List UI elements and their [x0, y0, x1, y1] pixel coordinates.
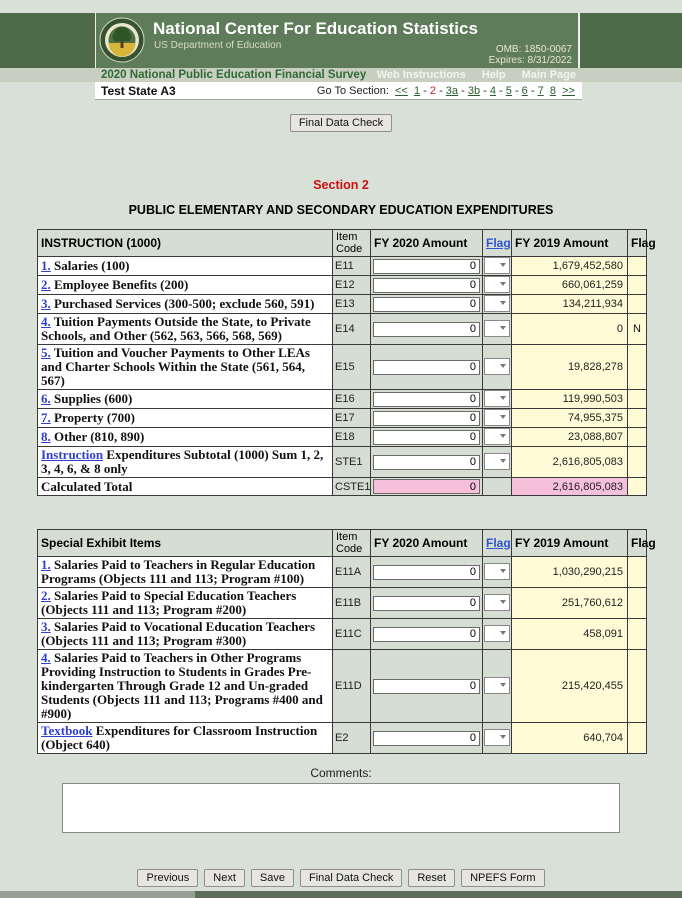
survey-link-main-page[interactable]: Main Page	[521, 69, 576, 81]
fy2019-flag	[628, 447, 647, 478]
row-definition-link[interactable]: 8.	[41, 429, 51, 444]
table-header-row	[38, 230, 647, 257]
table-row	[38, 257, 647, 276]
fy2020-amount-input[interactable]	[373, 565, 480, 580]
chevron-down-icon	[500, 569, 506, 573]
flag-select[interactable]	[484, 428, 510, 445]
goto-section-1[interactable]: 1	[413, 85, 421, 97]
flag-cell	[483, 447, 512, 478]
fy2019-flag	[628, 295, 647, 314]
table-row	[38, 478, 647, 496]
fy2020-amount-input[interactable]	[373, 411, 480, 426]
omb-info	[489, 44, 572, 66]
row-label: Salaries Paid to Vocational Education Teachers (Objects 111 and 113; Program #300)	[41, 619, 316, 648]
item-code: E2	[333, 723, 371, 754]
survey-link-help[interactable]: Help	[481, 69, 506, 81]
fy2019-amount: 119,990,503	[512, 390, 628, 409]
flag-cell	[483, 390, 512, 409]
fy2019-flag	[628, 588, 647, 619]
fy2019-amount: 1,679,452,580	[512, 257, 628, 276]
fy2019-amount: 458,091	[512, 619, 628, 650]
chevron-down-icon	[500, 415, 506, 419]
previous-button[interactable]: Previous	[137, 869, 198, 887]
flag-select[interactable]	[484, 625, 510, 642]
fy2020-cell	[371, 257, 483, 276]
row-label: Supplies (600)	[54, 391, 133, 406]
fy2020-cell	[371, 557, 483, 588]
row-label-cell	[38, 588, 333, 619]
chevron-down-icon	[500, 631, 506, 635]
fy2020-amount-input[interactable]	[373, 322, 480, 337]
row-label-cell	[38, 447, 333, 478]
fy2019-flag	[628, 345, 647, 390]
table-row	[38, 276, 647, 295]
fy2020-cell	[371, 723, 483, 754]
flag-cell	[483, 619, 512, 650]
chevron-down-icon	[500, 683, 506, 687]
agency-title: National Center For Education Statistics	[153, 19, 478, 38]
flag-select[interactable]	[484, 677, 510, 694]
item-code: E11B	[333, 588, 371, 619]
flag-cell	[483, 257, 512, 276]
agency-subtitle: US Department of Education	[154, 40, 282, 51]
fy2019-flag-header: Flag	[628, 230, 647, 257]
fy2019-amount: 251,760,612	[512, 588, 628, 619]
table-row	[38, 619, 647, 650]
fy2020-cell	[371, 650, 483, 723]
row-label-cell	[38, 295, 333, 314]
fy2019-amount: 215,420,455	[512, 650, 628, 723]
table-row	[38, 723, 647, 754]
fy2019-amount: 0	[512, 314, 628, 345]
item-code: E17	[333, 409, 371, 428]
goto-section-7[interactable]: 7	[537, 85, 544, 97]
flag-select[interactable]	[484, 358, 510, 375]
row-definition-link[interactable]: 4.	[41, 314, 51, 329]
goto-section-3b[interactable]: 3b	[467, 85, 481, 97]
section-label: Section 2	[313, 178, 369, 192]
flag-header-link[interactable]: Flag	[486, 236, 511, 250]
chevron-down-icon	[500, 735, 506, 739]
flag-cell	[483, 588, 512, 619]
survey-link-web-instructions[interactable]: Web Instructions	[376, 69, 466, 81]
fy2019-amount: 1,030,290,215	[512, 557, 628, 588]
row-definition-link[interactable]: 3.	[41, 296, 51, 311]
chevron-down-icon	[500, 364, 506, 368]
comments-label: Comments:	[310, 766, 372, 780]
fy2019-flag	[628, 428, 647, 447]
row-definition-link[interactable]: 5.	[41, 345, 51, 360]
reset-button[interactable]: Reset	[408, 869, 455, 887]
row-definition-link[interactable]: 6.	[41, 391, 51, 406]
fy2020-amount-input[interactable]	[373, 297, 480, 312]
item-code: E11C	[333, 619, 371, 650]
header-panel	[95, 13, 580, 68]
survey-links	[361, 69, 576, 81]
state-name: Test State A3	[101, 84, 176, 98]
comments-textarea[interactable]	[62, 783, 620, 833]
instruction-table	[37, 229, 656, 496]
fy2019-flag	[628, 390, 647, 409]
flag-cell	[483, 650, 512, 723]
survey-title: 2020 National Public Education Financial Survey	[101, 69, 367, 81]
goto-section->>[interactable]: >>	[562, 85, 575, 97]
item-code: E13	[333, 295, 371, 314]
save-button[interactable]: Save	[251, 869, 294, 887]
flag-select[interactable]	[484, 320, 510, 337]
row-label-cell	[38, 345, 333, 390]
item-code-header: Item Code	[333, 230, 371, 257]
fy2020-cell	[371, 428, 483, 447]
goto-section-nav: Go To Section: << 1 - 2 - 3a - 3b - 4 - 5 - 6 - 7 8 >>	[316, 85, 575, 97]
fy2020-amount-input[interactable]	[373, 360, 480, 375]
row-label-cell	[38, 428, 333, 447]
row-label: Tuition Payments Outside the State, to Private Schools, and Other (562, 563, 566, 568, 569)	[41, 314, 311, 343]
special-exhibit-table	[37, 529, 656, 754]
flag-cell	[483, 723, 512, 754]
item-code: E16	[333, 390, 371, 409]
row-label: Salaries Paid to Teachers in Regular Education Programs (Objects 111 and 113; Program #100)	[41, 557, 316, 586]
flag-select[interactable]	[484, 594, 510, 611]
fy2020-cell	[371, 409, 483, 428]
fy2020-cell	[371, 276, 483, 295]
flag-select[interactable]	[484, 453, 510, 470]
fy2019-amount: 74,955,375	[512, 409, 628, 428]
flag-select[interactable]	[484, 563, 510, 580]
row-label-cell	[38, 409, 333, 428]
goto-section-4[interactable]: 4	[489, 85, 496, 97]
row-definition-link[interactable]: 7.	[41, 410, 51, 425]
item-code: E18	[333, 428, 371, 447]
fy2019-flag	[628, 650, 647, 723]
row-label-cell	[38, 478, 333, 496]
goto-section-<<[interactable]: <<	[395, 85, 408, 97]
chevron-down-icon	[500, 326, 506, 330]
item-code: E11	[333, 257, 371, 276]
row-label: Expenditures for Classroom Instruction (Object 640)	[41, 723, 318, 752]
flag-cell	[483, 345, 512, 390]
table-row	[38, 650, 647, 723]
row-definition-link[interactable]: 2.	[41, 588, 51, 603]
fy2020-cell	[371, 345, 483, 390]
fy2020-header: FY 2020 Amount	[371, 530, 483, 557]
item-code: E12	[333, 276, 371, 295]
state-bar	[95, 82, 582, 100]
goto-section-6[interactable]: 6	[521, 85, 528, 97]
chevron-down-icon	[500, 396, 506, 400]
fy2019-header: FY 2019 Amount	[512, 230, 628, 257]
row-label: Purchased Services (300-500; exclude 560, 591)	[54, 296, 315, 311]
omb-number: OMB: 1850-0067	[495, 44, 572, 55]
flag-cell	[483, 409, 512, 428]
footer-strip	[0, 891, 682, 898]
item-code-header: Item Code	[333, 530, 371, 557]
table-row	[38, 295, 647, 314]
fy2020-amount-input[interactable]	[373, 430, 480, 445]
flag-select[interactable]	[484, 409, 510, 426]
flag-select[interactable]	[484, 729, 510, 746]
table-row	[38, 557, 647, 588]
fy2019-flag	[628, 557, 647, 588]
row-definition-link[interactable]: 4.	[41, 650, 51, 665]
item-code: E14	[333, 314, 371, 345]
flag-cell	[483, 478, 512, 496]
goto-section-8[interactable]: 8	[549, 85, 556, 97]
fy2020-cell	[371, 295, 483, 314]
fy2019-amount: 2,616,805,083	[512, 478, 628, 496]
row-definition-link[interactable]: 1.	[41, 557, 51, 572]
row-definition-link[interactable]: 3.	[41, 619, 51, 634]
fy2020-cell	[371, 588, 483, 619]
goto-section-5[interactable]: 5	[505, 85, 512, 97]
item-code: E11A	[333, 557, 371, 588]
item-code: STE1	[333, 447, 371, 478]
row-label-cell	[38, 650, 333, 723]
fy2020-cell	[371, 314, 483, 345]
fy2020-amount-input[interactable]	[373, 278, 480, 293]
flag-header-link[interactable]: Flag	[486, 536, 511, 550]
row-label-cell	[38, 390, 333, 409]
fy2019-flag	[628, 257, 647, 276]
row-label: Other (810, 890)	[54, 429, 145, 444]
fy2019-amount: 660,061,259	[512, 276, 628, 295]
npefs-form-button[interactable]: NPEFS Form	[461, 869, 544, 887]
fy2019-flag	[628, 409, 647, 428]
fy2019-amount: 19,828,278	[512, 345, 628, 390]
table-title: INSTRUCTION (1000)	[38, 230, 333, 257]
header-band	[0, 13, 682, 68]
goto-section-2: 2	[429, 85, 437, 97]
item-code: CSTE1	[333, 478, 371, 496]
fy2019-flag: N	[628, 314, 647, 345]
flag-cell	[483, 428, 512, 447]
flag-select[interactable]	[484, 295, 510, 312]
flag-select[interactable]	[484, 276, 510, 293]
row-label: Property (700)	[54, 410, 135, 425]
row-label: Salaries Paid to Special Education Teachers (Objects 111 and 113; Program #200)	[41, 588, 297, 617]
fy2019-header: FY 2019 Amount	[512, 530, 628, 557]
chevron-down-icon	[500, 600, 506, 604]
flag-select[interactable]	[484, 257, 510, 274]
fy2019-amount: 640,704	[512, 723, 628, 754]
fy2019-flag-header: Flag	[628, 530, 647, 557]
item-code: E11D	[333, 650, 371, 723]
row-label: Salaries Paid to Teachers in Other Programs Providing Instruction to Students in Grades Pre-kindergarten Through Grade 12 and Un-graded Students (Objects 111 and 113; Programs #400 and #900)	[41, 650, 323, 721]
row-label-cell	[38, 619, 333, 650]
fy2019-flag	[628, 619, 647, 650]
row-definition-link[interactable]: Instruction	[41, 447, 104, 462]
department-of-education-seal-icon	[99, 17, 145, 68]
row-label: Employee Benefits (200)	[54, 277, 189, 292]
chevron-down-icon	[500, 263, 506, 267]
page-title: PUBLIC ELEMENTARY AND SECONDARY EDUCATION EXPENDITURES	[128, 203, 554, 217]
fy2019-amount: 2,616,805,083	[512, 447, 628, 478]
row-label-cell	[38, 557, 333, 588]
fy2020-amount-input[interactable]	[373, 455, 480, 470]
table-row	[38, 390, 647, 409]
chevron-down-icon	[500, 459, 506, 463]
chevron-down-icon	[500, 282, 506, 286]
survey-bar	[0, 68, 682, 82]
fy2020-amount-input[interactable]	[373, 596, 480, 611]
fy2019-flag	[628, 723, 647, 754]
row-label: Tuition and Voucher Payments to Other LEAs and Charter Schools Within the State (561, 564, 567)	[41, 345, 310, 388]
fy2020-cell	[371, 619, 483, 650]
final-data-check-button[interactable]: Final Data Check	[300, 869, 402, 887]
table-row	[38, 345, 647, 390]
fy2019-amount: 134,211,934	[512, 295, 628, 314]
flag-cell	[483, 295, 512, 314]
fy2020-cell	[371, 390, 483, 409]
fy2020-amount-input[interactable]	[373, 627, 480, 642]
flag-cell	[483, 276, 512, 295]
fy2019-flag	[628, 478, 647, 496]
table-row	[38, 409, 647, 428]
calculated-total-input	[373, 479, 480, 494]
table-title: Special Exhibit Items	[38, 530, 333, 557]
table-row	[38, 314, 647, 345]
item-code: E15	[333, 345, 371, 390]
fy2020-amount-input[interactable]	[373, 392, 480, 407]
flag-select[interactable]	[484, 390, 510, 407]
goto-section-3a[interactable]: 3a	[445, 85, 459, 97]
table-row	[38, 588, 647, 619]
chevron-down-icon	[500, 434, 506, 438]
row-label: Calculated Total	[41, 478, 133, 494]
row-label: Expenditures Subtotal (1000) Sum 1, 2, 3, 4, 6, & 8 only	[41, 447, 324, 476]
row-label-cell	[38, 314, 333, 345]
main-content	[0, 100, 682, 887]
fy2020-header: FY 2020 Amount	[371, 230, 483, 257]
table-row	[38, 447, 647, 478]
fy2020-amount-input[interactable]	[373, 259, 480, 274]
fy2020-cell	[371, 478, 483, 496]
table-row	[38, 428, 647, 447]
omb-expires: Expires: 8/31/2022	[488, 55, 572, 66]
row-label: Salaries (100)	[54, 258, 130, 273]
row-definition-link[interactable]: Textbook	[41, 723, 93, 738]
flag-cell	[483, 314, 512, 345]
row-definition-link[interactable]: 1.	[41, 258, 51, 273]
fy2019-flag	[628, 276, 647, 295]
goto-label: Go To Section:	[316, 85, 389, 97]
row-label-cell	[38, 276, 333, 295]
fy2020-amount-input[interactable]	[373, 679, 480, 694]
chevron-down-icon	[500, 301, 506, 305]
row-label-cell	[38, 723, 333, 754]
row-label-cell	[38, 257, 333, 276]
fy2020-cell	[371, 447, 483, 478]
final-data-check-button-top[interactable]: Final Data Check	[290, 114, 392, 132]
bottom-button-row	[0, 868, 682, 887]
fy2020-amount-input[interactable]	[373, 731, 480, 746]
next-button[interactable]: Next	[204, 869, 245, 887]
flag-cell	[483, 557, 512, 588]
table-header-row	[38, 530, 647, 557]
row-definition-link[interactable]: 2.	[41, 277, 51, 292]
fy2019-amount: 23,088,807	[512, 428, 628, 447]
